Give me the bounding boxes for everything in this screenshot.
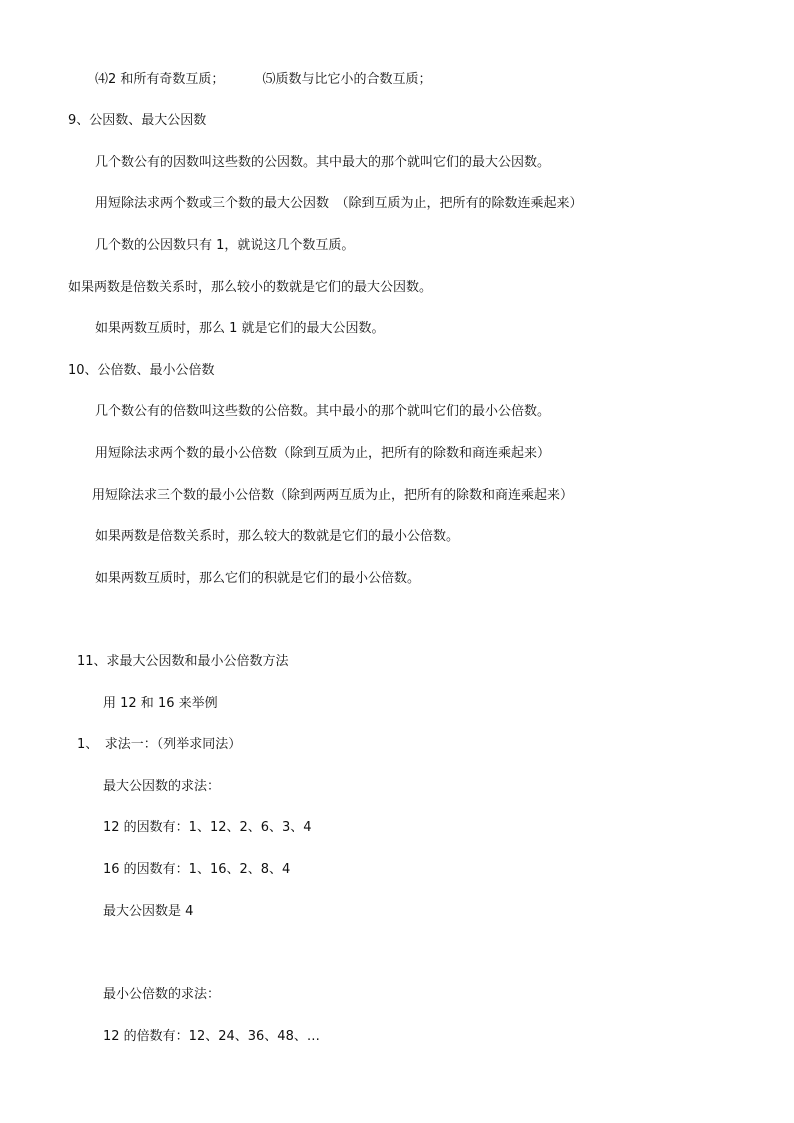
factors-of-16: 16 的因数有：1、16、2、8、4 <box>103 862 291 877</box>
method-1-heading: 1、 求法一：（列举求同法） <box>77 737 242 752</box>
gcf-result: 最大公因数是 4 <box>103 904 194 919</box>
coprime-rule-5: ⑸质数与比它小的合数互质； <box>262 72 432 87</box>
section10-paragraph-5: 如果两数互质时，那么它们的积就是它们的最小公倍数。 <box>95 571 421 586</box>
lcm-method-title: 最小公倍数的求法： <box>103 987 221 1002</box>
factors-of-12: 12 的因数有：1、12、2、6、3、4 <box>103 820 312 835</box>
section10-paragraph-3: 用短除法求三个数的最小公倍数（除到两两互质为止，把所有的除数和商连乘起来） <box>92 488 574 503</box>
section9-heading: 9、公因数、最大公因数 <box>68 113 207 128</box>
gcf-method-title: 最大公因数的求法： <box>103 779 221 794</box>
section10-heading: 10、公倍数、最小公倍数 <box>68 363 215 378</box>
section10-paragraph-2: 用短除法求两个数的最小公倍数（除到互质为止，把所有的除数和商连乘起来） <box>95 446 551 461</box>
section10-paragraph-4: 如果两数是倍数关系时，那么较大的数就是它们的最小公倍数。 <box>95 529 460 544</box>
section9-paragraph-2: 用短除法求两个数或三个数的最大公因数 （除到互质为止，把所有的除数连乘起来） <box>95 196 583 211</box>
section10-paragraph-1: 几个数公有的倍数叫这些数的公倍数。其中最小的那个就叫它们的最小公倍数。 <box>95 404 551 419</box>
section9-paragraph-3: 几个数的公因数只有 1，就说这几个数互质。 <box>95 238 355 253</box>
section9-paragraph-1: 几个数公有的因数叫这些数的公因数。其中最大的那个就叫它们的最大公因数。 <box>95 155 551 170</box>
section9-paragraph-5: 如果两数互质时，那么 1 就是它们的最大公因数。 <box>95 321 385 336</box>
section8-items-line <box>95 71 432 89</box>
section11-example: 用 12 和 16 来举例 <box>103 696 218 711</box>
multiples-of-12: 12 的倍数有：12、24、36、48、… <box>103 1029 320 1044</box>
section11-heading: 11、求最大公因数和最小公倍数方法 <box>77 654 289 669</box>
section9-paragraph-4: 如果两数是倍数关系时，那么较小的数就是它们的最大公因数。 <box>68 280 433 295</box>
coprime-rule-4: ⑷2 和所有奇数互质； <box>95 72 225 87</box>
